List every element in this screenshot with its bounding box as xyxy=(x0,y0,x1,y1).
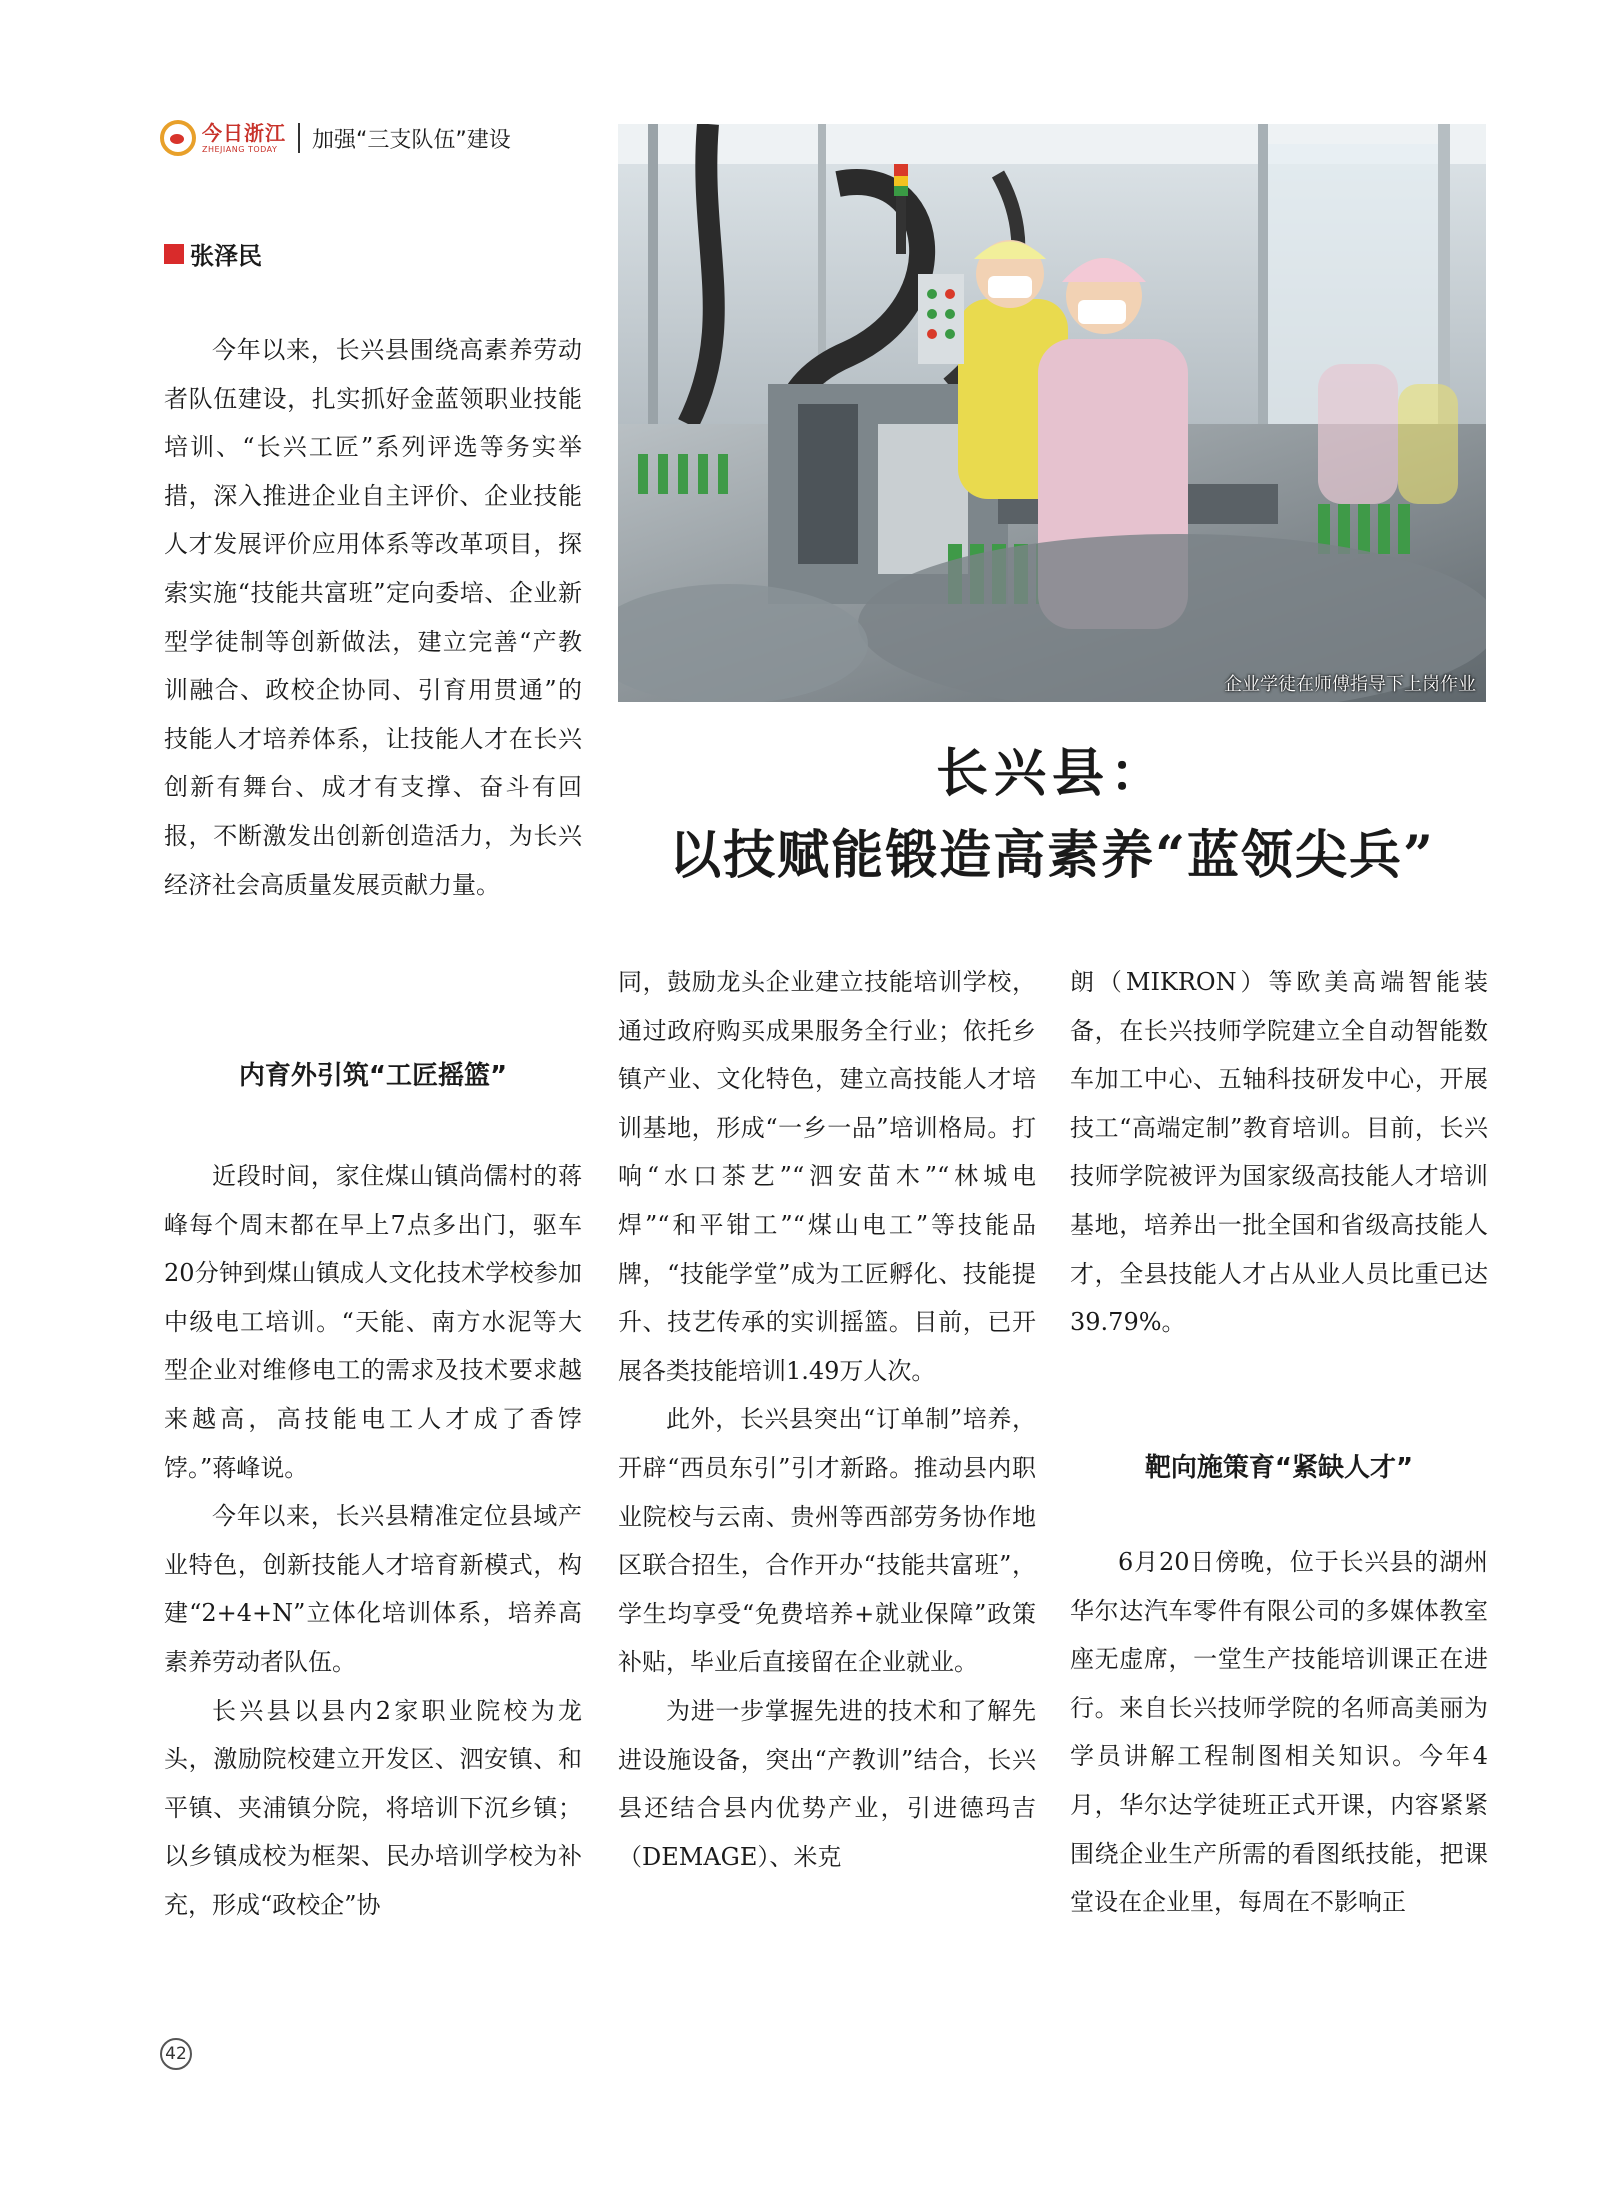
logo-english-name: ZHEJIANG TODAY xyxy=(202,144,278,154)
paragraph-5-part-2: 朗（MIKRON）等欧美高端智能装备，在长兴技师学院建立全自动智能数车加工中心、五轴科技研发中心，开展技工“高端定制”教育培训。目前，长兴技师学院被评为国家级高技能人才培训基地，培养出一批全国和省级高技能人才，全县技能人才占从业人员比重已达39.79%。 xyxy=(1070,968,1488,1337)
paragraph-1: 近段时间，家住煤山镇尚儒村的蒋峰每个周末都在早上7点多出门，驱车20分钟到煤山镇成人文化技术学校参加中级电工培训。“天能、南方水泥等大型企业对维修电工的需求及技术要求越来越高，高技能电工人才成了香饽饽。”蒋峰说。 xyxy=(164,1162,582,1482)
column-1-intro xyxy=(164,326,582,909)
subheading-2: 靶向施策育“紧缺人才” xyxy=(1144,1453,1414,1483)
author-byline xyxy=(164,236,262,271)
page-number: 42 xyxy=(160,2038,192,2070)
article-photo xyxy=(618,124,1486,702)
headline-line-1: 长兴县： xyxy=(935,743,1168,804)
article-headline xyxy=(618,736,1486,894)
header-divider xyxy=(298,123,300,153)
paragraph-2: 今年以来，长兴县精准定位县域产业特色，创新技能人才培育新模式，构建“2+4+N”立体化培训体系，培养高素养劳动者队伍。 xyxy=(164,1502,582,1676)
section-title: 加强“三支队伍”建设 xyxy=(312,127,511,153)
page-header xyxy=(160,118,511,158)
subheading-1: 内育外引筑“工匠摇篮” xyxy=(238,1061,508,1091)
author-name: 张泽民 xyxy=(190,242,262,270)
logo-emblem-icon xyxy=(160,120,196,156)
headline-line-2: 以技赋能锻造高素养“蓝领尖兵” xyxy=(669,825,1435,886)
logo-name: 今日浙江 xyxy=(202,120,286,145)
factory-photo-illustration xyxy=(618,124,1486,702)
paragraph-5-part-1: 为进一步掌握先进的技术和了解先进设施设备，突出“产教训”结合，长兴县还结合县内优势产业，引进德玛吉（DEMAGE）、米克 xyxy=(618,1696,1036,1871)
column-3-body xyxy=(1070,1538,1488,1927)
intro-paragraph: 今年以来，长兴县围绕高素养劳动者队伍建设，扎实抓好金蓝领职业技能培训、“长兴工匠”系列评选等务实举措，深入推进企业自主评价、企业技能人才发展评价应用体系等改革项目，探索实施“技能共富班”定向委培、企业新型学徒制等创新做法，建立完善“产教训融合、政校企协同、引育用贯通”的技能人才培养体系，让技能人才在长兴创新有舞台、成才有支撑、奋斗有回报，不断激发出创新创造活力，为长兴经济社会高质量发展贡献力量。 xyxy=(164,336,582,899)
paragraph-3-part-1: 长兴县以县内2家职业院校为龙头，激励院校建立开发区、泗安镇、和平镇、夹浦镇分院，将培训下沉乡镇；以乡镇成校为框架、民办培训学校为补充，形成“政校企”协 xyxy=(164,1696,582,1919)
subheading-2-wrap xyxy=(1070,1444,1488,1493)
photo-caption: 企业学徒在师傅指导下上岗作业 xyxy=(1224,674,1476,695)
byline-square-icon xyxy=(164,244,184,264)
subheading-1-wrap xyxy=(164,1052,582,1101)
paragraph-3-part-2: 同，鼓励龙头企业建立技能培训学校，通过政府购买成果服务全行业；依托乡镇产业、文化特色，建立高技能人才培训基地，形成“一乡一品”培训格局。打响“水口茶艺”“泗安苗木”“林城电焊”“和平钳工”“煤山电工”等技能品牌，“技能学堂”成为工匠孵化、技能提升、技艺传承的实训摇篮。目前，已开展各类技能培训1.49万人次。 xyxy=(618,968,1036,1385)
paragraph-4: 此外，长兴县突出“订单制”培养，开辟“西员东引”引才新路。推动县内职业院校与云南、贵州等西部劳务协作地区联合招生，合作开办“技能共富班”，学生均享受“免费培养+就业保障”政策补贴，毕业后直接留在企业就业。 xyxy=(618,1405,1036,1677)
column-3-top xyxy=(1070,958,1488,1347)
column-1-body xyxy=(164,1152,582,1930)
column-2-body xyxy=(618,958,1036,1881)
magazine-logo xyxy=(160,120,286,156)
paragraph-6: 6月20日傍晚，位于长兴县的湖州华尔达汽车零件有限公司的多媒体教室座无虚席，一堂生产技能培训课正在进行。来自长兴技师学院的名师高美丽为学员讲解工程制图相关知识。今年4月，华尔达学徒班正式开课，内容紧紧围绕企业生产所需的看图纸技能，把课堂设在企业里，每周在不影响正 xyxy=(1070,1548,1488,1917)
